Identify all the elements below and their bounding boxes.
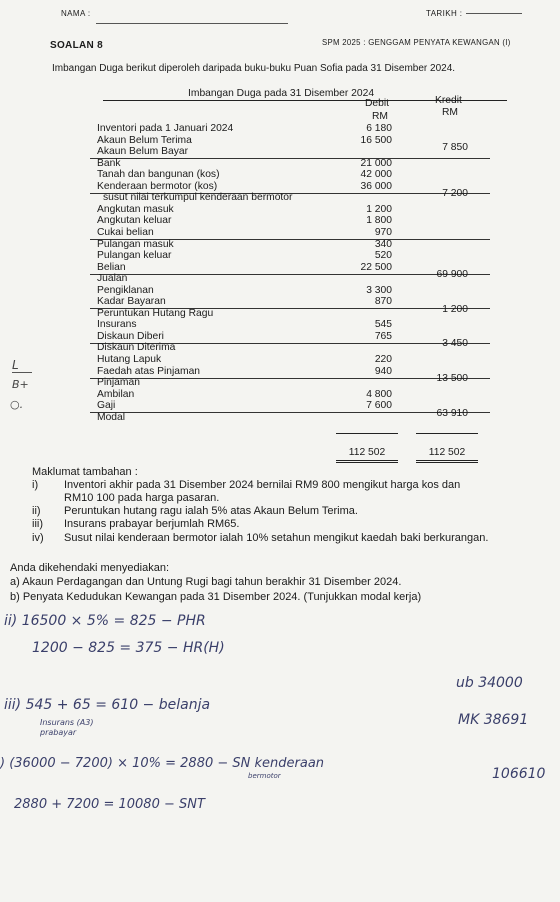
tb-row-label: Pulangan masuk [97, 238, 174, 250]
tb-row-debit: 16 500 [360, 134, 392, 146]
tb-row-credit: 1 200 [442, 303, 468, 315]
info-item-2-no: ii) [32, 505, 41, 517]
tb-credit-line [416, 433, 478, 434]
task-b: b) Penyata Kedudukan Kewangan pada 31 Disember 2024. (Tunjukkan modal kerja) [10, 591, 422, 603]
tb-row-debit: 1 200 [366, 203, 392, 215]
nama-blank [96, 23, 288, 24]
tb-row-label: Akaun Belum Bayar [97, 146, 189, 158]
tb-row-credit: 7 200 [442, 188, 468, 200]
tb-row-debit: 22 500 [360, 261, 392, 273]
hw-right3: 106610 [492, 766, 546, 782]
tb-row-label: Ambilan [97, 388, 135, 400]
tb-unit-credit: RM [442, 107, 459, 118]
tb-total-credit: 112 502 [428, 447, 466, 458]
hw-ub: ub 34000 [456, 675, 523, 691]
info-item-4-no: iv) [32, 532, 44, 544]
tb-row-label: Modal [97, 411, 126, 423]
tb-row-label: Diskaun Diberi [97, 330, 164, 342]
margin-mark-B: B+ [12, 378, 29, 391]
tb-row-label: Tanah dan bangunan (kos) [97, 169, 220, 181]
tb-unit-debit: RM [372, 111, 389, 122]
tb-row-debit: 520 [374, 250, 392, 262]
margin-mark-L: L [12, 358, 19, 372]
tb-row-label: Belian [97, 261, 126, 273]
tb-row-label: Peruntukan Hutang Ragu [97, 307, 214, 319]
soalan-title: SOALAN 8 [50, 40, 103, 51]
tb-row-label: Faedah atas Pinjaman [97, 365, 201, 377]
tb-total-debit: 112 502 [348, 447, 386, 458]
tb-row-label: Bank [97, 157, 121, 169]
hw-line-5: 2880 + 7200 = 10080 − SNT [14, 797, 205, 812]
hw-mk: MK 38691 [458, 712, 529, 728]
tb-row-debit: 21 000 [360, 157, 392, 169]
info-item-2: Peruntukan hutang ragu ialah 5% atas Akaun Belum Terima. [64, 505, 358, 517]
info-item-1-no: i) [32, 479, 39, 491]
info-item-3: Insurans prabayar berjumlah RM65. [64, 518, 240, 530]
tb-row-debit: 36 000 [360, 180, 392, 192]
tb-row-debit: 1 800 [366, 215, 392, 227]
intro-text: Imbangan Duga berikut diperoleh daripada buku-buku Puan Sofia pada 31 Disember 2024. [52, 63, 456, 74]
hw-line-3: iii) 545 + 65 = 610 − belanja [4, 697, 211, 713]
hw-line-2: 1200 − 825 = 375 − HR(H) [32, 640, 225, 656]
info-item-4: Susut nilai kenderaan bermotor ialah 10% setahun mengikut kaedah baki berkurangan. [64, 532, 489, 544]
task-a: a) Akaun Perdagangan dan Untung Rugi bagi tahun berakhir 31 Disember 2024. [10, 576, 402, 588]
tb-row-label: Angkutan masuk [97, 203, 174, 215]
tb-row-label: Jualan [97, 273, 128, 285]
book-title: SPM 2025 : GENGGAM PENYATA KEWANGAN (I) [322, 38, 511, 47]
task-heading: Anda dikehendaki menyediakan: [10, 562, 170, 574]
tb-row-debit: 6 180 [366, 123, 392, 134]
tb-credit-head: Kredit [435, 95, 462, 106]
tb-row-label: Inventori pada 1 Januari 2024 [97, 123, 234, 134]
tb-row-debit: 220 [374, 354, 392, 365]
hw-line-3b: Insurans (A3) [40, 718, 94, 727]
tb-debit-dline1 [336, 460, 398, 461]
tb-row-debit: 970 [374, 226, 392, 238]
tb-row-debit: 545 [374, 319, 392, 331]
tb-row-debit: 4 800 [366, 388, 392, 400]
tarikh-blank [466, 13, 522, 14]
tb-row-label: Pengiklanan [97, 284, 154, 296]
tb-row-debit: 765 [374, 330, 392, 342]
tb-row-debit: 870 [374, 296, 392, 308]
hw-line-1: ii) 16500 × 5% = 825 − PHR [4, 613, 206, 629]
tb-row-label: Hutang Lapuk [97, 354, 162, 365]
tb-row-label: Angkutan keluar [97, 215, 172, 227]
tb-row-rule [90, 158, 490, 159]
tb-row-label: Insurans [97, 319, 137, 331]
nama-label: NAMA : [61, 9, 91, 18]
tb-row-label: Kenderaan bermotor (kos) [97, 180, 218, 192]
tb-row-label: susut nilai terkumpul kenderaan bermotor [103, 192, 293, 204]
info-item-3-no: iii) [32, 518, 43, 530]
tb-row-credit: 69 900 [436, 269, 468, 281]
tb-credit-dline2 [416, 462, 478, 463]
hw-line-3c: prabayar [40, 728, 77, 737]
margin-mark-O: ○. [10, 398, 24, 411]
tb-row-debit: 340 [374, 238, 392, 250]
tb-title: Imbangan Duga pada 31 Disember 2024 [188, 88, 375, 99]
tarikh-label: TARIKH : [426, 9, 463, 18]
tb-row-credit: 63 910 [436, 407, 468, 419]
tb-debit-head: Debit [365, 98, 390, 109]
tb-credit-dline1 [416, 460, 478, 461]
hw-line-4b: bermotor [248, 772, 281, 780]
tb-row-debit: 7 600 [366, 400, 392, 412]
tb-row-label: Akaun Belum Terima [97, 134, 192, 146]
tb-row-label: Cukai belian [97, 226, 154, 238]
tb-row-debit: 3 300 [366, 284, 392, 296]
tb-row-credit: 3 450 [442, 338, 468, 350]
tb-debit-line [336, 433, 398, 434]
tb-row-label: Pulangan keluar [97, 250, 172, 262]
tb-row-credit: 7 850 [442, 142, 468, 154]
tb-row-label: Kadar Bayaran [97, 296, 166, 308]
info-item-1: Inventori akhir pada 31 Disember 2024 bernilai RM9 800 mengikut harga kos dan [64, 479, 461, 491]
info-item-1-cont: RM10 100 pada harga pasaran. [64, 492, 220, 504]
tb-row-credit: 13 500 [436, 373, 468, 385]
tb-row-debit: 42 000 [360, 169, 392, 181]
tb-row-label: Pinjaman [97, 377, 140, 389]
info-heading: Maklumat tambahan : [32, 466, 138, 478]
margin-mark-line [12, 372, 32, 373]
tb-debit-dline2 [336, 462, 398, 463]
hw-line-4: ) (36000 − 7200) × 10% = 2880 − SN kenderaan [0, 756, 325, 771]
tb-row-label: Gaji [97, 400, 116, 412]
tb-row-label: Diskaun Diterima [97, 342, 176, 354]
tb-row-debit: 940 [374, 365, 392, 377]
